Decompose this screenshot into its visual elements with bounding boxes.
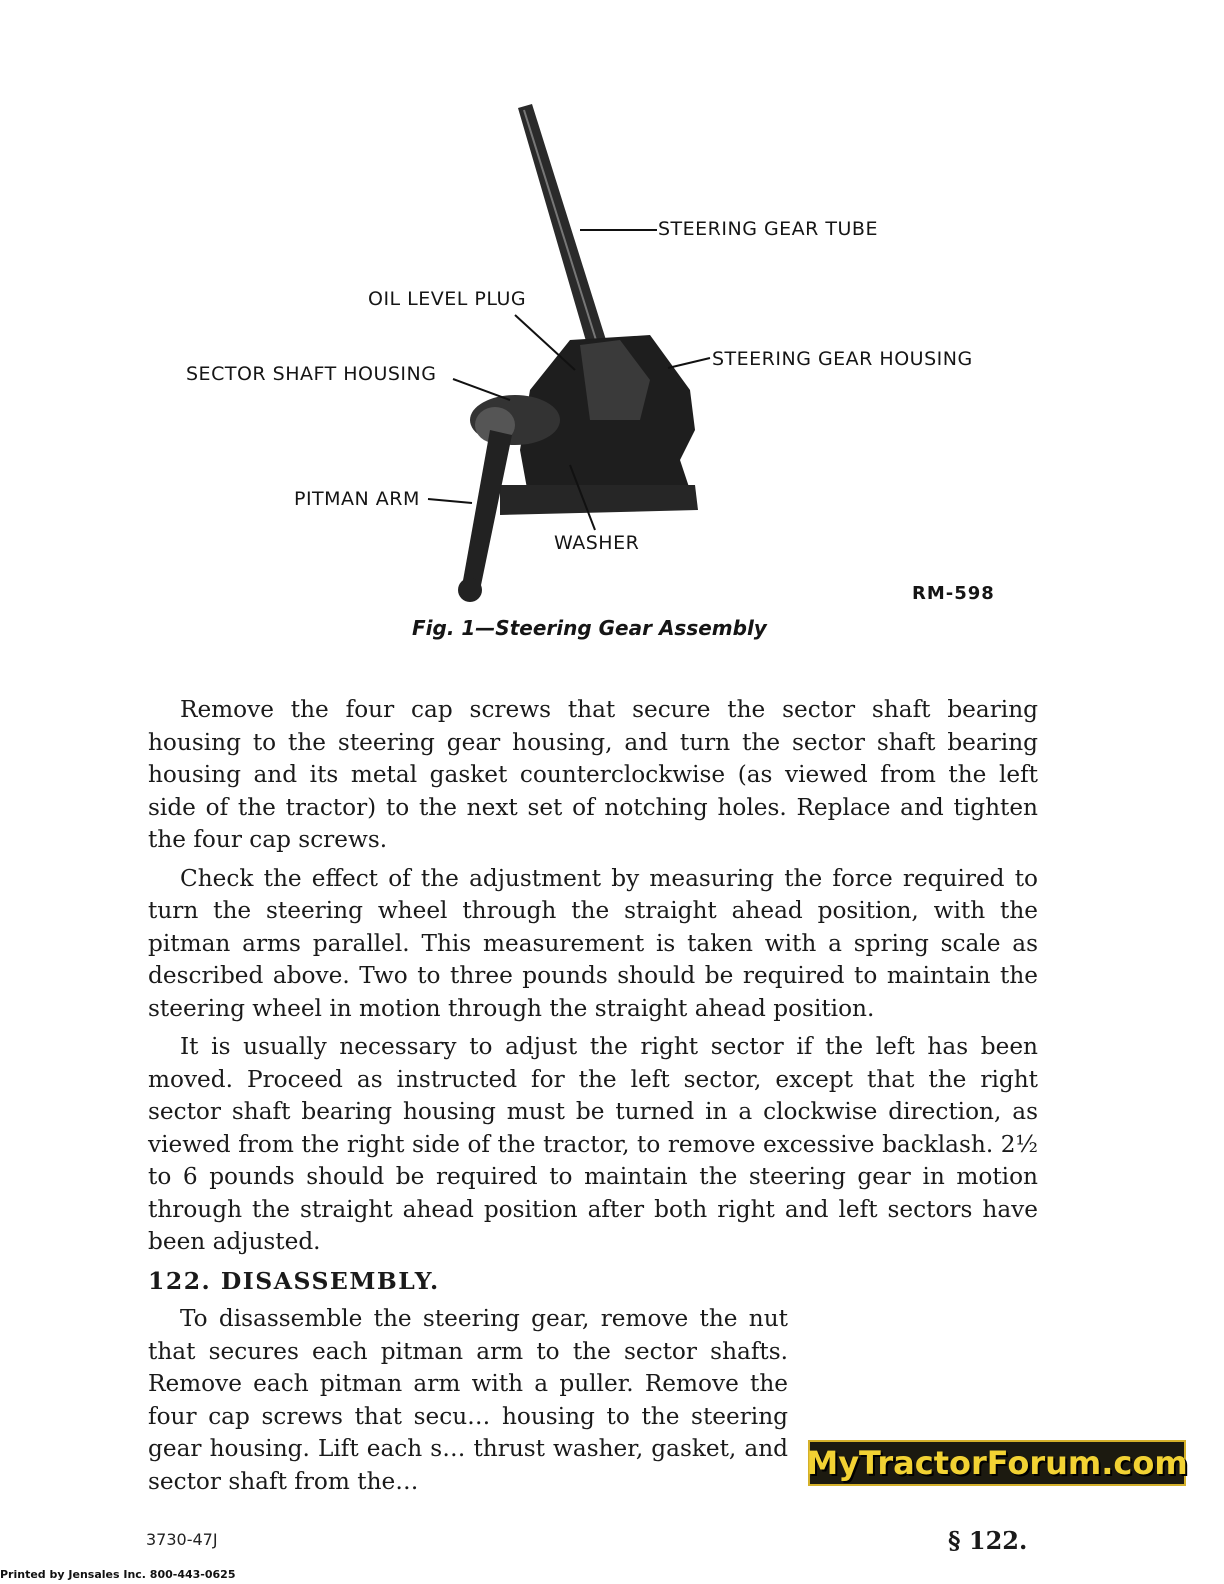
callout-oil-level-plug: OIL LEVEL PLUG [368, 288, 527, 310]
paragraph: Remove the four cap screws that secure the sector shaft bearing housing to the steering gear housing, and turn the sector shaft bearing housing and its metal gasket counterclockwise (as viewed from the left side of the tractor) to the next set of notching holes. Replace and tighten the four cap screws. [148, 696, 1038, 853]
page-section-number: § 122. [948, 1526, 1028, 1555]
paragraph: It is usually necessary to adjust the right sector if the left has been moved. Proceed as instructed for the left sector, except that the right sector shaft bearing housing must be turned in a clockwise direction, as viewed from the right side of the tractor, to remove excessive backlash. 2½ to 6 pounds should be required to maintain the steering gear in motion through the straight ahead position after both right and left sectors have been adjusted. [148, 1033, 1038, 1255]
printed-by-notice: Printed by Jensales Inc. 800-443-0625 [0, 1568, 236, 1581]
steering-gear-tube-shape [518, 104, 606, 348]
callout-steering-gear-housing: STEERING GEAR HOUSING [712, 348, 973, 370]
body-text [148, 694, 1038, 1504]
callout-pitman-arm: PITMAN ARM [294, 488, 420, 510]
figure-caption: Fig. 1—Steering Gear Assembly [412, 616, 767, 640]
callout-sector-shaft-housing: SECTOR SHAFT HOUSING [186, 363, 437, 385]
page-code: 3730-47J [146, 1530, 218, 1549]
figure-code: RM-598 [912, 583, 995, 604]
paragraph: To disassemble the steering gear, remove the nut that secures each pitman arm to the sector shafts. Remove each pitman arm with a puller. Remove the four cap screws that secu… housing to the steering gear housing. Lift each s… thrust washer, gasket, and sector shaft from the… [148, 1305, 788, 1495]
callout-washer: WASHER [554, 532, 640, 554]
section-heading: 122. DISASSEMBLY. [148, 1266, 440, 1295]
paragraph: Check the effect of the adjustment by measuring the force required to turn the steering wheel through the straight ahead position, with the pitman arms parallel. This measurement is taken with a spring scale as described above. Two to three pounds should be required to maintain the steering wheel in motion through the straight ahead position. [148, 864, 1038, 1022]
steering-gear-figure [150, 90, 1050, 650]
housing-base-shape [500, 485, 698, 515]
callout-steering-gear-tube: STEERING GEAR TUBE [658, 218, 878, 240]
watermark-logo: MyTractorForum.com [808, 1440, 1186, 1486]
